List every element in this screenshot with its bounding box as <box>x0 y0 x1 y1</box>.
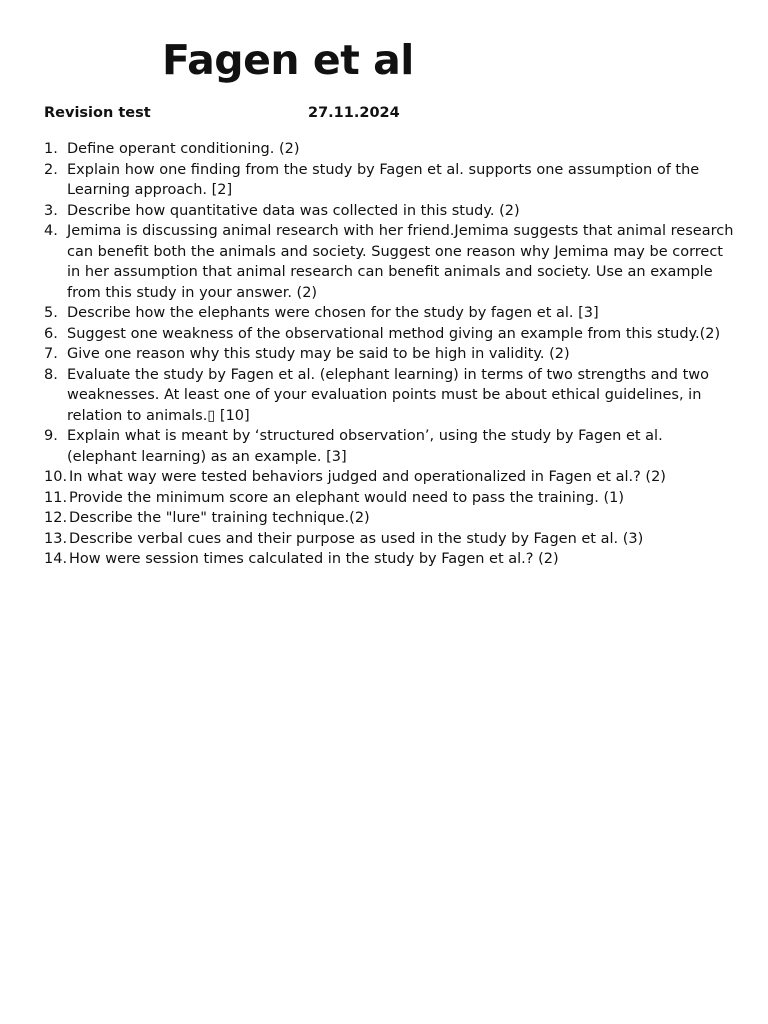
question-number: 8. <box>44 366 58 383</box>
question-text: In what way were tested behaviors judged and operationalized in Fagen et al.? (2) <box>69 469 666 485</box>
question-text: Define operant conditioning. (2) <box>67 141 300 157</box>
question-text: Explain what is meant by ‘structured observation’, using the study by Fagen et al. (elephant learning) as an example. [3] <box>67 428 663 465</box>
test-label: Revision test <box>44 105 151 121</box>
question-text: Describe verbal cues and their purpose as used in the study by Fagen et al. (3) <box>69 530 644 547</box>
question-item <box>44 221 734 303</box>
question-item <box>44 160 734 201</box>
question-text: Describe the "lure" training technique.(2) <box>69 510 370 526</box>
question-number: 1. <box>44 141 58 157</box>
question-text: Jemima is discussing animal research with her friend.Jemima suggests that animal research can benefit both the animals and society. Suggest one reason why Jemima may be correct in her assumption that animal research can benefit animals and society. Use an example from this study in your answer. (2) <box>67 223 734 301</box>
question-number: 5. <box>44 305 58 321</box>
question-item <box>44 488 734 509</box>
question-number: 13. <box>44 530 68 547</box>
question-number: 14. <box>44 551 68 567</box>
question-item <box>44 529 734 550</box>
page-title: Fagen et al <box>162 36 414 84</box>
question-text: Describe how quantitative data was collected in this study. (2) <box>67 202 520 219</box>
question-number: 9. <box>44 428 58 444</box>
question-item <box>44 426 734 467</box>
question-item <box>44 303 734 324</box>
question-item <box>44 201 734 222</box>
question-text: Evaluate the study by Fagen et al. (elephant learning) in terms of two strengths and two weaknesses. At least one of your evaluation points must be about ethical guidelines, in relation to animals.▯ [10] <box>67 366 710 424</box>
question-number: 2. <box>44 161 58 178</box>
question-item <box>44 344 734 365</box>
question-number: 10. <box>44 469 68 485</box>
question-item <box>44 508 734 529</box>
test-date: 27.11.2024 <box>308 105 400 121</box>
question-number: 12. <box>44 510 68 526</box>
question-text: Describe how the elephants were chosen for the study by fagen et al. [3] <box>67 305 599 321</box>
question-number: 4. <box>44 223 58 239</box>
question-text: Give one reason why this study may be said to be high in validity. (2) <box>67 346 570 362</box>
question-number: 11. <box>44 489 68 506</box>
question-item <box>44 139 734 160</box>
question-number: 3. <box>44 202 58 219</box>
question-number: 6. <box>44 325 58 342</box>
question-list <box>44 139 734 570</box>
question-item <box>44 467 734 488</box>
question-text: How were session times calculated in the study by Fagen et al.? (2) <box>69 551 559 567</box>
question-number: 7. <box>44 346 58 362</box>
question-text: Explain how one finding from the study by Fagen et al. supports one assumption of the Learning approach. [2] <box>67 161 700 198</box>
question-text: Provide the minimum score an elephant would need to pass the training. (1) <box>69 489 624 506</box>
question-item <box>44 324 734 345</box>
question-item <box>44 549 734 570</box>
question-text: Suggest one weakness of the observational method giving an example from this study.(2) <box>67 325 721 342</box>
question-item <box>44 365 734 427</box>
